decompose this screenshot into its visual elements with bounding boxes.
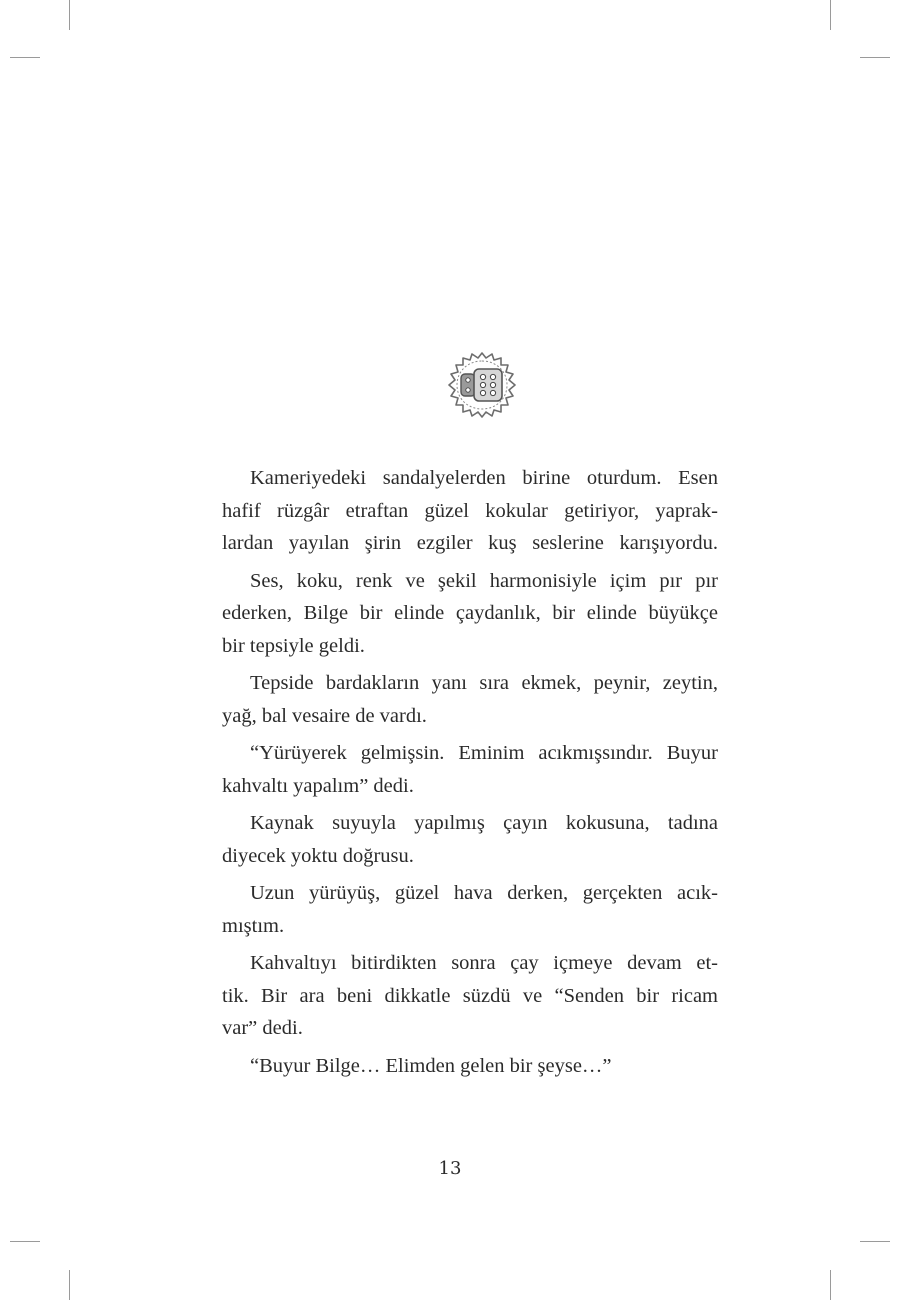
text-line: Ses, koku, renk ve şekil harmonisiyle içim pır pır [250, 569, 718, 592]
crop-mark-top-left [69, 0, 70, 30]
paragraph-8 [222, 1050, 718, 1083]
crop-mark-bottom-left [69, 1270, 70, 1300]
body-text [222, 462, 718, 1087]
crop-mark-bottom-right [830, 1270, 831, 1300]
page-number: 13 [438, 1158, 462, 1179]
crop-mark-top-right-h [860, 57, 890, 58]
paragraph-3 [222, 667, 718, 732]
crop-mark-bottom-left-h [10, 1241, 40, 1242]
text-line: tik. Bir ara beni dikkatle süzdü ve “Senden bir ricam [222, 984, 718, 1007]
text-line: mıştım. [222, 914, 285, 937]
paragraph-2 [222, 565, 718, 663]
text-line: var” dedi. [222, 1017, 303, 1039]
paragraph-5 [222, 807, 718, 872]
paragraph-6 [222, 877, 718, 942]
text-line: Kahvaltıyı bitirdikten sonra çay içmeye devam et- [250, 952, 718, 974]
dice-sun-ornament-icon [444, 350, 520, 420]
text-line: diyecek yoktu doğrusu. [222, 844, 414, 867]
crop-mark-bottom-right-h [860, 1241, 890, 1242]
text-line: Kameriyedeki sandalyelerden birine oturdum. Esen [250, 467, 718, 489]
text-line: hafif rüzgâr etraftan güzel kokular getiriyor, yaprak- [222, 499, 718, 522]
text-line: bir tepsiyle geldi. [222, 634, 365, 657]
paragraph-4 [222, 737, 718, 802]
text-line: kahvaltı yapalım” dedi. [222, 774, 414, 797]
crop-mark-top-left-h [10, 57, 40, 58]
text-line: Kaynak suyuyla yapılmış çayın kokusuna, tadına [250, 812, 718, 834]
text-line: “Buyur Bilge… Elimden gelen bir şeyse…” [250, 1054, 612, 1077]
paragraph-7 [222, 947, 718, 1045]
text-line: yağ, bal vesaire de vardı. [222, 704, 427, 727]
text-line: Uzun yürüyüş, güzel hava derken, gerçekten acık- [250, 882, 718, 904]
text-line: Tepside bardakların yanı sıra ekmek, peynir, zeytin, [250, 672, 718, 694]
crop-mark-top-right [830, 0, 831, 30]
text-line: “Yürüyerek gelmişsin. Eminim acıkmışsındır. Buyur [250, 742, 718, 764]
text-line: lardan yayılan şirin ezgiler kuş seslerine karışıyordu. [222, 532, 718, 554]
paragraph-1 [222, 462, 718, 560]
text-line: ederken, Bilge bir elinde çaydanlık, bir elinde büyükçe [222, 602, 718, 624]
